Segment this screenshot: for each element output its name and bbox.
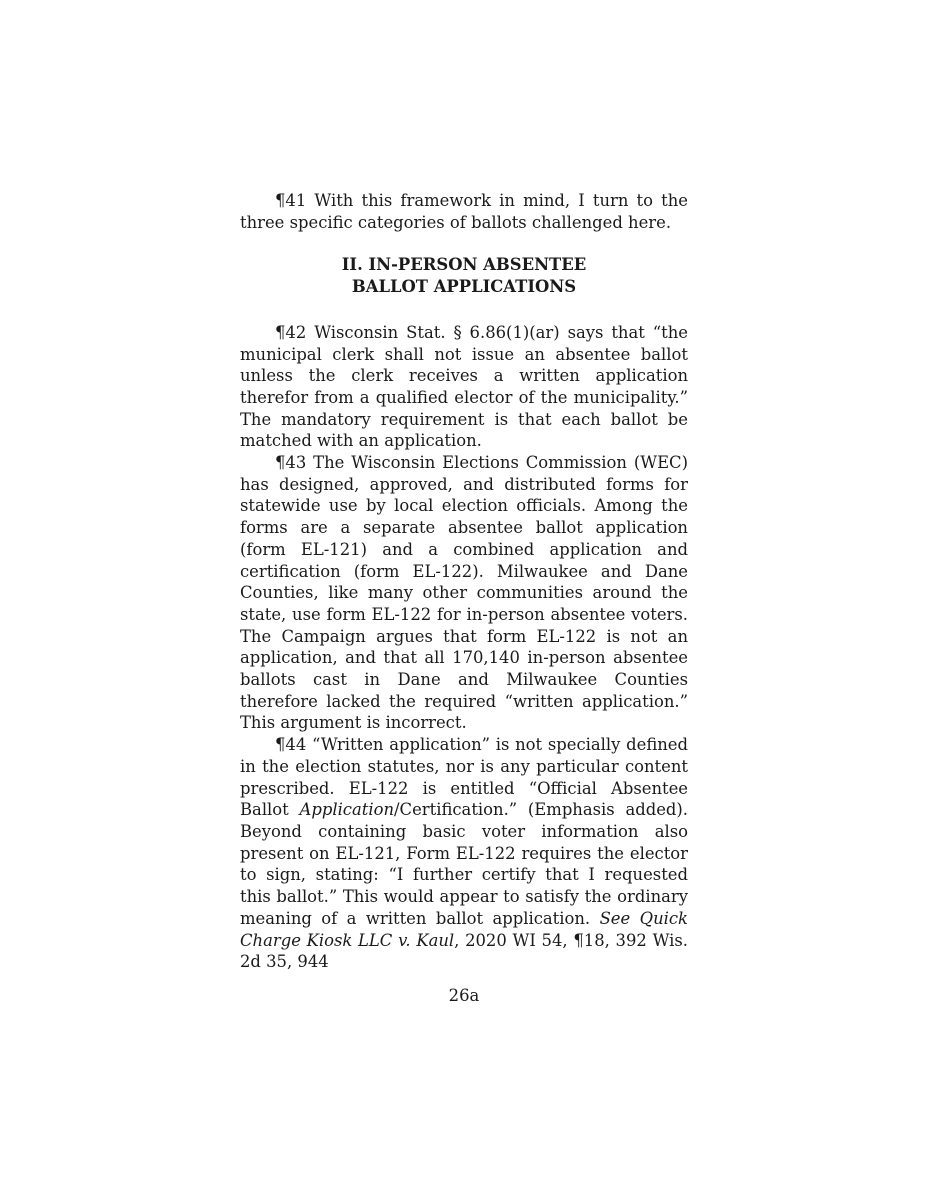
paragraph-44-text-3: , 2020 WI 54, ¶18, 392 Wis. 2d 35, 944 (240, 930, 688, 972)
case-citation: See Quick Charge Kiosk LLC v. Kaul (240, 908, 688, 950)
section-heading-line1: II. IN-PERSON ABSENTEE (341, 255, 587, 275)
paragraph-41: ¶41 With this framework in mind, I turn to the three specific categories of ballots challenged here. (240, 191, 688, 232)
section-heading (240, 254, 688, 297)
paragraph-44 (240, 734, 688, 973)
paragraph-44-text-1: ¶44 “Written application” is not specially defined in the election statutes, nor is any particular content prescribed. EL-122 is entitled “Official Absentee Ballot (240, 735, 688, 820)
paragraph-44-text-2: /Certification.” (Emphasis added). Beyond containing basic voter information also present on EL-121, Form EL-122 requires the elector to sign, stating: “I further certify that I requested this ballot.” This would appear to satisfy the ordinary meaning of a written ballot application. (240, 800, 688, 928)
page-number: 26a (448, 986, 480, 1005)
paragraph-43: ¶43 The Wisconsin Elections Commission (WEC) has designed, approved, and distributed forms for statewide use by local election officials. Among the forms are a separate absentee ballot application (form EL-121) and a combined application and certification (form EL-122). Milwaukee and Dane Counties, like many other communities around the state, use form EL-122 for in-person absentee voters. The Campaign argues that form EL-122 is not an application, and that all 170,140 in-person absentee ballots cast in Dane and Milwaukee Counties therefore lacked the required “written application.” This argument is incorrect. (240, 453, 688, 733)
document-body (240, 190, 688, 973)
paragraph-42: ¶42 Wisconsin Stat. § 6.86(1)(ar) says that “the municipal clerk shall not issue an absentee ballot unless the clerk receives a written application therefor from a qualified elector of the municipality.” The mandatory requirement is that each ballot be matched with an application. (240, 322, 688, 451)
section-heading-line2: BALLOT APPLICATIONS (351, 277, 577, 297)
emphasized-word-application: Application (299, 800, 395, 820)
